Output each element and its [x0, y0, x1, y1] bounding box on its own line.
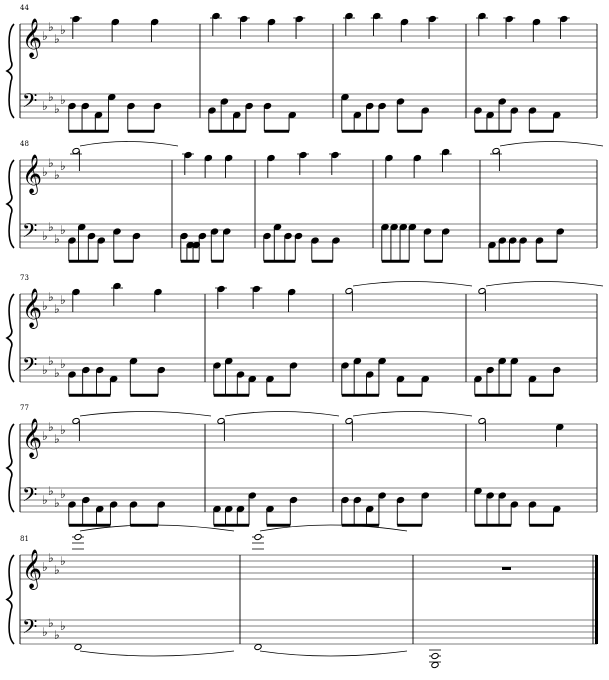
brace	[7, 555, 14, 644]
flat-icon: ♭	[60, 619, 66, 633]
flat-icon: ♭	[42, 625, 48, 639]
treble-clef-icon: 𝄞	[22, 18, 43, 58]
flat-icon: ♭	[48, 290, 54, 304]
flat-icon: ♭	[48, 220, 54, 234]
tie	[80, 412, 211, 417]
treble-clef-icon: 𝄞	[22, 549, 43, 589]
brace	[7, 294, 14, 382]
flat-icon: ♭	[48, 20, 54, 34]
measure-number: 77	[20, 404, 29, 412]
treble-staff	[20, 424, 597, 448]
tie	[80, 651, 234, 656]
measure-number: 81	[20, 535, 29, 543]
tie	[260, 651, 407, 656]
half-note-head	[254, 643, 262, 650]
flat-icon: ♭	[54, 432, 60, 446]
flat-icon: ♭	[60, 357, 66, 371]
bass-clef-icon: 𝄢	[22, 89, 38, 117]
flat-icon: ♭	[60, 423, 66, 437]
bass-clef-icon: 𝄢	[22, 219, 38, 247]
flat-icon: ♭	[60, 159, 66, 173]
treble-staff	[20, 160, 597, 184]
flat-icon: ♭	[42, 29, 48, 43]
half-note-head	[72, 417, 80, 424]
system	[7, 525, 598, 669]
flat-icon: ♭	[54, 563, 60, 577]
flat-icon: ♭	[42, 299, 48, 313]
tie	[80, 142, 178, 147]
treble-staff	[20, 24, 597, 48]
tie	[353, 412, 472, 417]
half-note-head	[345, 417, 353, 424]
flat-icon: ♭	[54, 32, 60, 46]
half-note-head	[431, 652, 439, 659]
system	[7, 274, 603, 395]
flat-icon: ♭	[60, 293, 66, 307]
flat-icon: ♭	[60, 93, 66, 107]
treble-staff	[20, 294, 597, 318]
tie	[500, 142, 603, 147]
flat-icon: ♭	[54, 302, 60, 316]
flat-icon: ♭	[54, 628, 60, 642]
flat-icon: ♭	[42, 229, 48, 243]
brace	[7, 160, 14, 248]
bass-staff	[20, 358, 597, 382]
flat-icon: ♭	[60, 23, 66, 37]
bass-staff	[20, 488, 597, 512]
final-barline-thick	[595, 555, 598, 644]
flat-icon: ♭	[54, 496, 60, 510]
half-note-head	[478, 417, 486, 424]
flat-icon: ♭	[48, 90, 54, 104]
bass-clef-icon: 𝄢	[22, 615, 38, 643]
measure-number: 48	[20, 140, 29, 148]
bass-staff	[20, 224, 597, 248]
treble-clef-icon: 𝄞	[22, 418, 43, 458]
half-note-head	[345, 287, 353, 294]
bass-staff	[20, 620, 597, 644]
flat-icon: ♭	[42, 99, 48, 113]
half-note-head	[254, 533, 262, 540]
flat-icon: ♭	[48, 616, 54, 630]
half-note-head	[478, 287, 486, 294]
flat-icon: ♭	[42, 560, 48, 574]
half-note-head	[72, 147, 80, 154]
brace	[7, 424, 14, 512]
flat-icon: ♭	[42, 165, 48, 179]
flat-icon: ♭	[48, 484, 54, 498]
bass-staff	[20, 94, 597, 118]
measure-number: 73	[20, 274, 29, 282]
half-note-head	[492, 147, 500, 154]
flat-icon: ♭	[54, 232, 60, 246]
flat-icon: ♭	[48, 420, 54, 434]
tie	[353, 282, 472, 287]
half-note-head	[74, 533, 82, 540]
treble-clef-icon: 𝄞	[22, 288, 43, 328]
brace	[7, 24, 14, 118]
flat-icon: ♭	[48, 354, 54, 368]
flat-icon: ♭	[60, 223, 66, 237]
flat-icon: ♭	[54, 168, 60, 182]
flat-icon: ♭	[42, 429, 48, 443]
flat-icon: ♭	[60, 487, 66, 501]
half-note-head	[217, 417, 225, 424]
system	[7, 4, 597, 131]
treble-clef-icon: 𝄞	[22, 154, 43, 194]
measure-number: 44	[20, 4, 29, 12]
flat-icon: ♭	[42, 363, 48, 377]
flat-icon: ♭	[54, 366, 60, 380]
system	[7, 404, 597, 525]
flat-icon: ♭	[48, 156, 54, 170]
flat-icon: ♭	[42, 493, 48, 507]
tie	[486, 282, 603, 287]
bass-clef-icon: 𝄢	[22, 353, 38, 381]
half-note-head	[74, 643, 82, 650]
half-note-head	[431, 661, 439, 668]
bass-clef-icon: 𝄢	[22, 483, 38, 511]
tie	[225, 412, 339, 417]
flat-icon: ♭	[48, 551, 54, 565]
whole-rest-icon	[502, 567, 511, 570]
system	[7, 140, 603, 261]
flat-icon: ♭	[54, 102, 60, 116]
flat-icon: ♭	[60, 554, 66, 568]
